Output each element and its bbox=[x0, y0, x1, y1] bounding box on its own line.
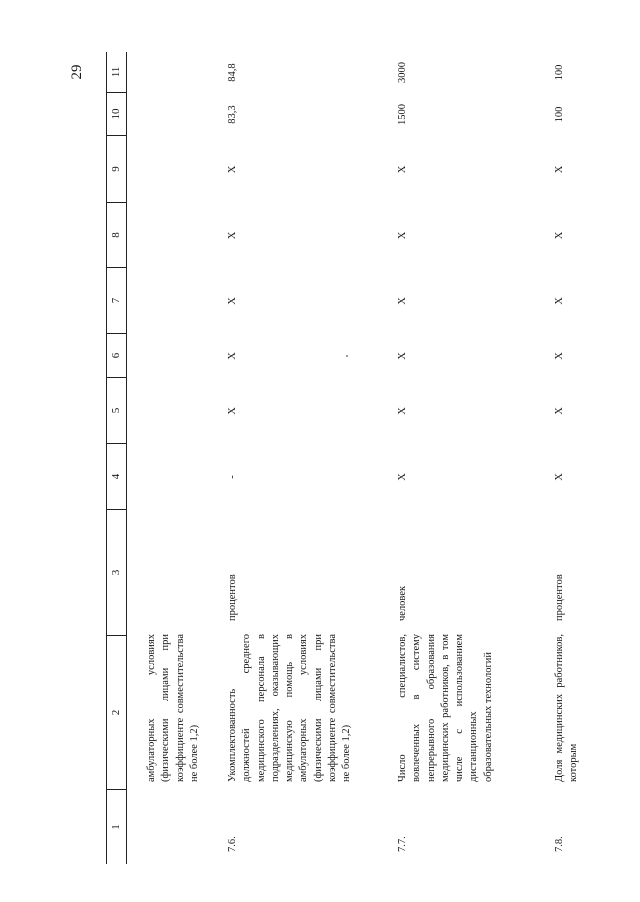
col-9-cell: X bbox=[397, 165, 408, 174]
col-5-cell: X bbox=[397, 407, 408, 415]
col-7-cell: X bbox=[397, 297, 408, 305]
column-header-7: 7 bbox=[107, 268, 126, 334]
col-11-cell: 3000 bbox=[397, 62, 408, 83]
col-9-cell: X bbox=[227, 165, 238, 174]
row-number-cell: 7.6. bbox=[227, 836, 238, 852]
column-header-5: 5 bbox=[107, 378, 126, 444]
column-header-8: 8 bbox=[107, 203, 126, 268]
col-10-cell: 83,3 bbox=[227, 105, 238, 124]
unit-cell: человек bbox=[397, 585, 408, 621]
row-number-cell: 7.7. bbox=[397, 836, 408, 852]
scan-speck bbox=[346, 355, 348, 357]
col-10-cell: 1500 bbox=[397, 104, 408, 125]
column-header-2: 2 bbox=[107, 636, 126, 790]
column-header-3: 3 bbox=[107, 510, 126, 636]
col-11-cell: 100 bbox=[554, 64, 565, 81]
col-8-cell: X bbox=[554, 231, 565, 240]
table-header-row bbox=[106, 52, 127, 864]
column-header-11: 11 bbox=[107, 52, 126, 93]
row-number-cell: 7.8. bbox=[554, 836, 565, 852]
col-4-cell: X bbox=[554, 473, 565, 481]
col-6-cell: X bbox=[227, 352, 238, 360]
col-7-cell: X bbox=[227, 297, 238, 305]
row-name-cell: Число специалистов, вовлеченных в систему непрерывного образования медицинских работников, в том числе с использованием дистанционных образовательных технологий bbox=[397, 634, 494, 782]
col-5-cell: X bbox=[227, 407, 238, 415]
col-8-cell: X bbox=[227, 231, 238, 240]
col-4-cell: X bbox=[397, 473, 408, 481]
col-6-cell: X bbox=[397, 352, 408, 360]
row-name-cell: амбулаторных условиях (физическими лицами при коэффициенте совместительства не более 1,2) bbox=[146, 634, 200, 782]
unit-cell: процентов bbox=[554, 574, 565, 621]
col-4-cell: - bbox=[227, 475, 238, 479]
col-5-cell: X bbox=[554, 407, 565, 415]
row-name-cell: Укомплектованность должностей среднего медицинского персонала в подразделениях, оказывающих медицинскую помощь в амбулаторных условиях (физическими лицами при коэффициенте совместительства не более 1,2) bbox=[227, 634, 353, 782]
col-10-cell: 100 bbox=[554, 106, 565, 123]
col-7-cell: X bbox=[554, 297, 565, 305]
column-header-1: 1 bbox=[110, 824, 122, 830]
row-name-cell: Доля медицинских работников, которым bbox=[554, 634, 580, 782]
unit-cell: процентов bbox=[227, 574, 238, 621]
page-number: 29 bbox=[69, 64, 85, 80]
column-header-9: 9 bbox=[107, 136, 126, 203]
column-header-6: 6 bbox=[107, 334, 126, 378]
col-9-cell: X bbox=[554, 165, 565, 174]
col-11-cell: 84,8 bbox=[227, 63, 238, 82]
col-8-cell: X bbox=[397, 231, 408, 240]
col-6-cell: X bbox=[554, 352, 565, 360]
column-header-4: 4 bbox=[107, 444, 126, 510]
column-header-10: 10 bbox=[107, 93, 126, 136]
